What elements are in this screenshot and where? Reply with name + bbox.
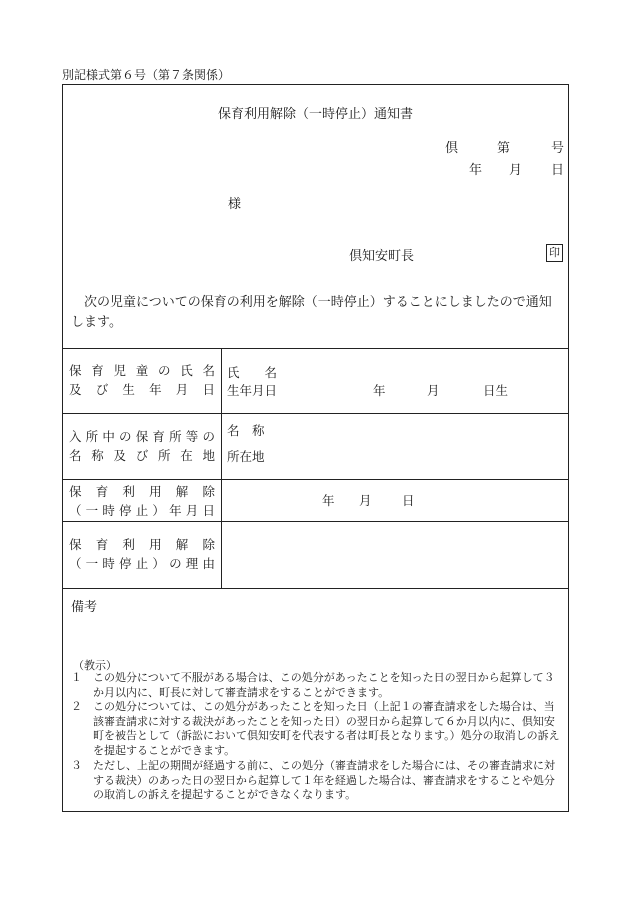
instruction-note-3: ３ ただし、上記の期間が経過する前に、この処分（審査請求をした場合には、その審査請求に対する裁決）のあった日の翌日から起算して１年を経過した場合は、審査請求をすることや処分の取消しの訴えを提起することができなくなります。 <box>71 759 555 801</box>
termination-day-label: 日 <box>402 493 415 508</box>
divider-row-2 <box>63 479 568 480</box>
issue-date-month: 月 <box>509 163 523 178</box>
remarks-label: 備考 <box>71 600 98 615</box>
birth-month-label: 月 <box>427 383 440 398</box>
document-number-go: 号 <box>551 141 565 156</box>
issue-date-year: 年 <box>469 163 483 178</box>
seal-mark: 印 <box>546 244 563 262</box>
divider-table-top <box>63 348 568 349</box>
divider-row-1 <box>63 413 568 414</box>
termination-month-label: 月 <box>359 493 372 508</box>
document-title: 保育利用解除（一時停止）通知書 <box>217 107 413 122</box>
instruction-note-2: ２ この処分については、この処分があったことを知った日（上記１の審査請求をした場合は、当該審査請求に対する裁決があったことを知った日）の翌日から起算して６か月以内に、倶知安町を被告として（訴訟において倶知安町を代表する者は町長となります。）処分の取消しの訴えを提起することができます。 <box>71 700 560 757</box>
document-number-prefix: 倶 <box>445 141 459 156</box>
birth-year-label: 年 <box>373 383 386 398</box>
child-name-label: 氏 名 <box>227 365 278 380</box>
instruction-label: （教示） <box>73 659 117 672</box>
divider-table-bottom <box>63 588 568 589</box>
label-termination-date: 保育利用解除 （一時停止）年月日 <box>69 484 215 518</box>
document-number-dai: 第 <box>497 141 511 156</box>
label-facility-name-address: 入所中の保育所等の 名称及び所在地 <box>69 429 215 463</box>
issuer-name: 倶知安町長 <box>349 249 415 264</box>
birth-day-label: 日生 <box>483 383 509 398</box>
issue-date-day: 日 <box>551 163 565 178</box>
divider-label-column <box>221 348 222 588</box>
label-termination-reason: 保育利用解除 （一時停止）の理由 <box>69 537 215 571</box>
notice-text: 次の児童についての保育の利用を解除（一時停止）することにしましたので通知します。 <box>71 295 552 330</box>
label-child-name-birthdate: 保育児童の氏名 及び生年月日 <box>69 363 215 397</box>
divider-row-3 <box>63 521 568 522</box>
facility-address-label: 所在地 <box>227 449 265 464</box>
form-number-label: 別記様式第６号（第７条関係） <box>62 68 231 82</box>
addressee-suffix: 様 <box>228 197 242 212</box>
facility-name-label: 名 称 <box>227 423 265 438</box>
termination-year-label: 年 <box>322 493 335 508</box>
birthdate-label: 生年月日 <box>227 383 278 398</box>
notice-form-frame <box>62 84 569 812</box>
instruction-note-1: １ この処分について不服がある場合は、この処分があったことを知った日の翌日から起算して３か月以内に、町長に対して審査請求をすることができます。 <box>71 671 555 699</box>
